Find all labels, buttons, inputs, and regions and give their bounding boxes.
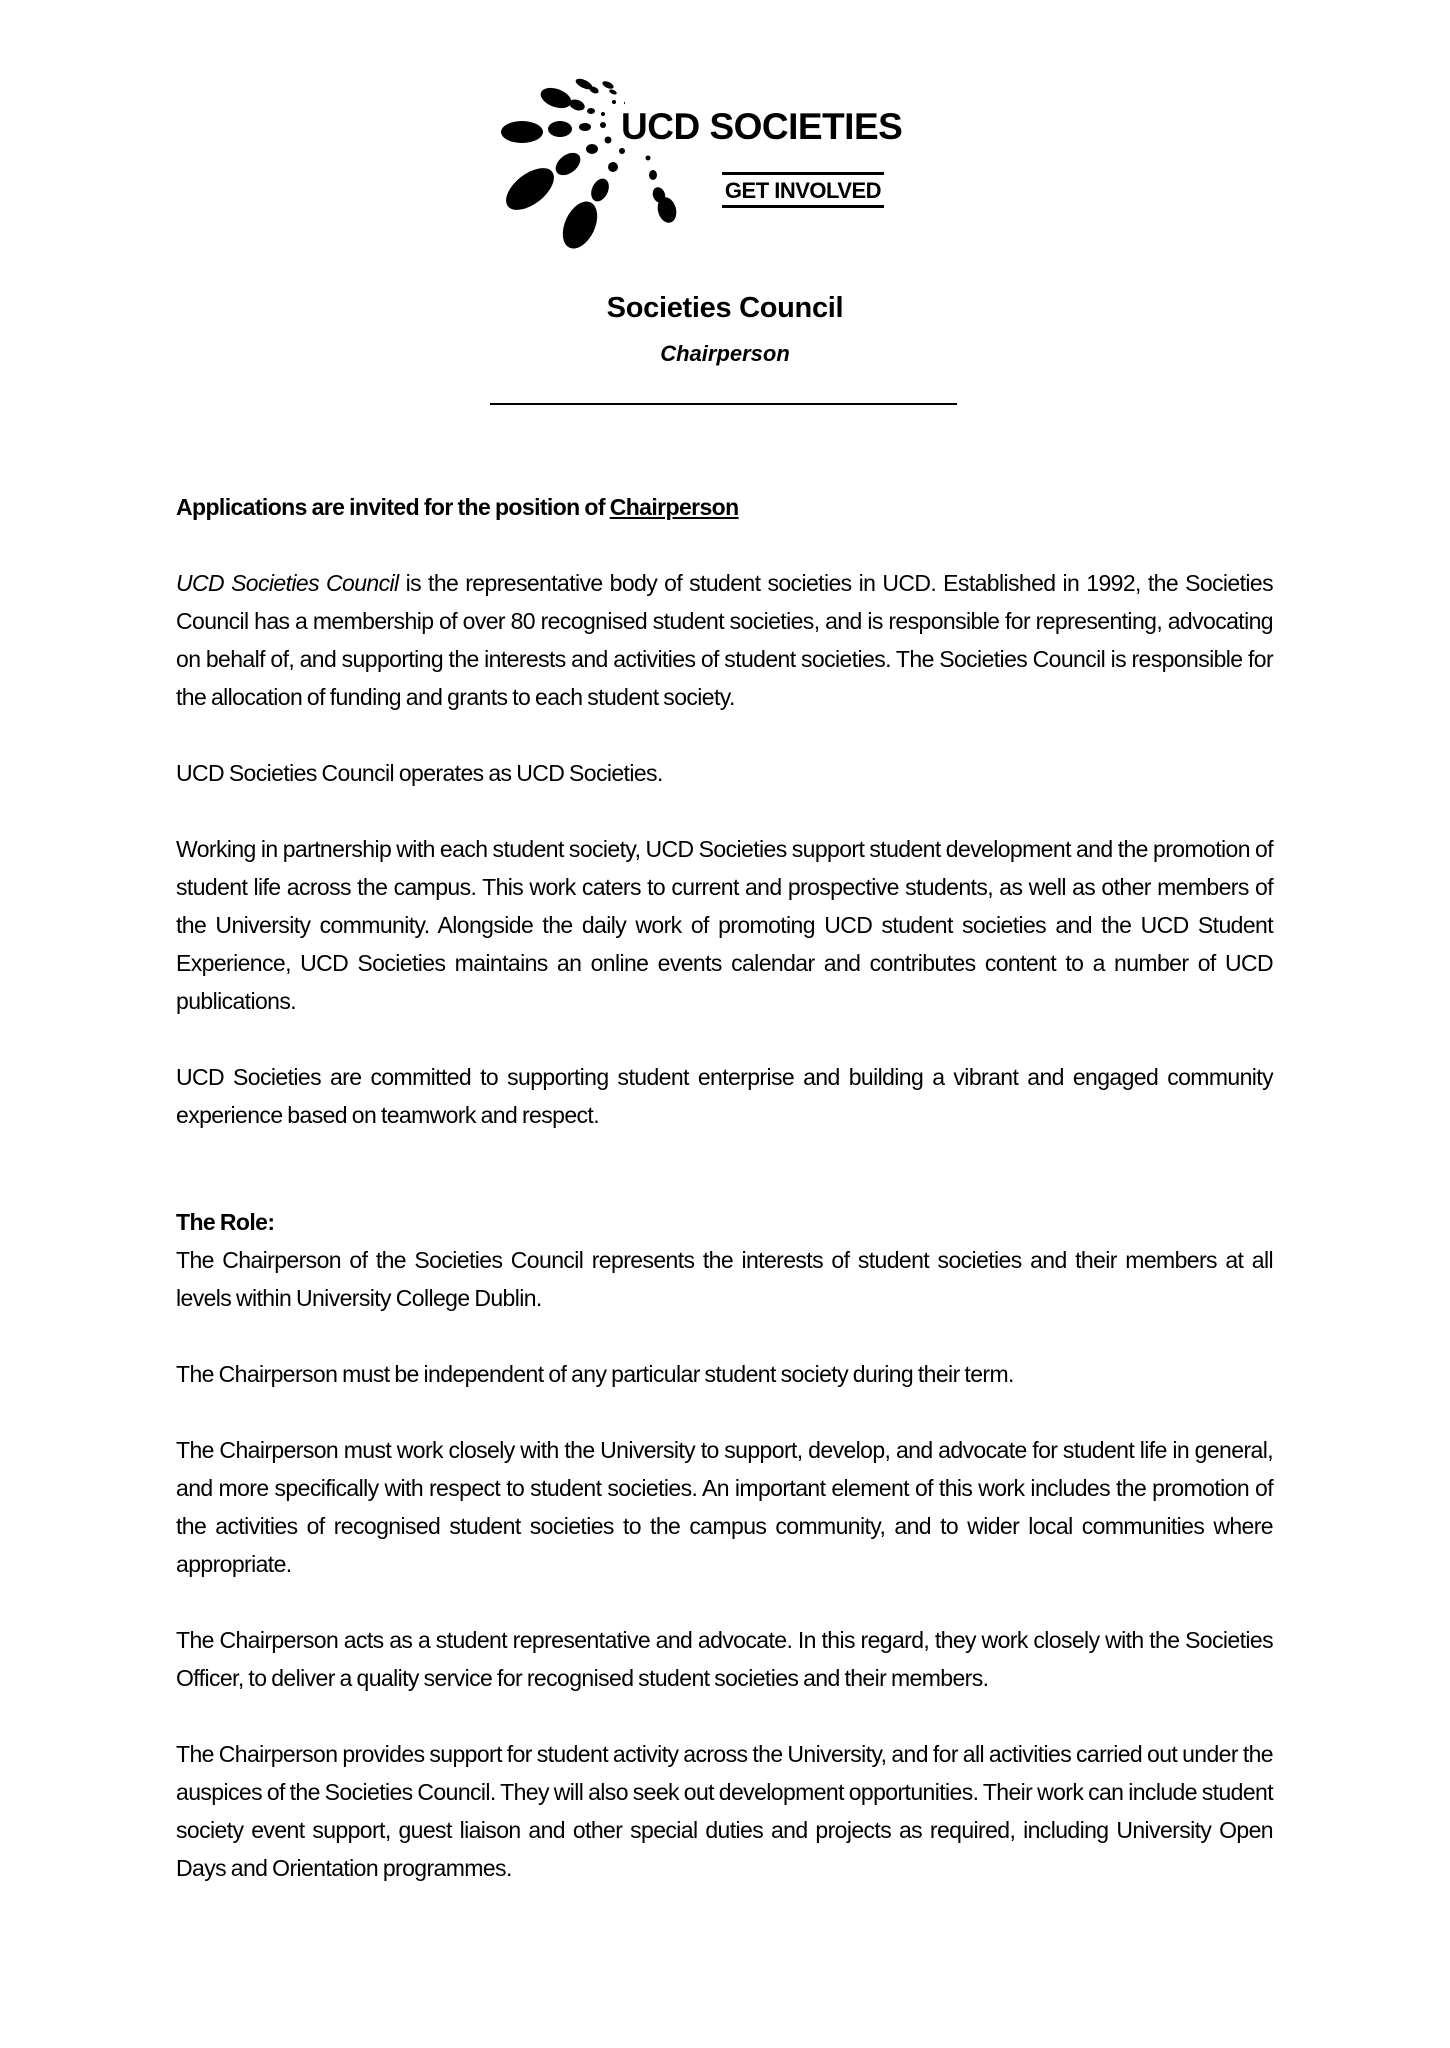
document-body [176, 488, 1273, 1887]
about-paragraph-3: Working in partnership with each student society, UCD Societies support student development and the promotion of student life across the campus. This work caters to current and prospective students, as well as other members of the University community. Alongside the daily work of promoting UCD student societies and the UCD Student Experience, UCD Societies maintains an online events calendar and contributes content to a number of UCD publications. [176, 836, 1273, 1014]
council-name: UCD Societies Council [176, 570, 399, 596]
about-paragraph-1-text: is the representative body of student societies in UCD. Established in 1992, the Societies Council has a membership of over 80 recognised student societies, and is responsible for representing, advocating on behalf of, and supporting the interests and activities of student societies. The Societies Council is responsible for the allocation of funding and grants to each student society. [176, 570, 1273, 710]
role-heading: The Role: [176, 1209, 275, 1235]
applications-invite [176, 488, 1273, 526]
title-divider [490, 403, 957, 405]
ucd-societies-logo [500, 70, 920, 260]
invite-lead: Applications are invited for the position of [176, 494, 610, 520]
position-name: Chairperson [609, 494, 739, 520]
logo-tagline: GET INVOLVED [722, 172, 884, 208]
about-paragraph-1 [176, 564, 1273, 716]
role-paragraph-5: The Chairperson provides support for student activity across the University, and for all activities carried out under the auspices of the Societies Council. They will also seek out development opportunities. Their work can include student society event support, guest liaison and other special duties and projects as required, including University Open Days and Orientation programmes. [176, 1741, 1273, 1881]
role-paragraph-3: The Chairperson must work closely with the University to support, develop, and advocate for student life in general, and more specifically with respect to student societies. An important element of this work includes the promotion of the activities of recognised student societies to the campus community, and to wider local communities where appropriate. [176, 1437, 1273, 1577]
about-paragraph-2: UCD Societies Council operates as UCD Societies. [176, 760, 663, 786]
role-paragraph-4: The Chairperson acts as a student representative and advocate. In this regard, they work closely with the Societies Officer, to deliver a quality service for recognised student societies and their members. [176, 1627, 1273, 1691]
role-paragraph-1: The Chairperson of the Societies Council represents the interests of student societies and their members at all levels within University College Dublin. [176, 1247, 1273, 1311]
page-title: Societies Council [606, 292, 844, 324]
about-paragraph-4: UCD Societies are committed to supporting student enterprise and building a vibrant and engaged community experience based on teamwork and respect. [176, 1064, 1273, 1128]
dotted-burst-icon [500, 70, 625, 260]
burst-right-ray-icon [645, 155, 705, 235]
logo-title: UCD SOCIETIES [621, 106, 903, 147]
role-paragraph-2: The Chairperson must be independent of any particular student society during their term. [176, 1361, 1014, 1387]
page-subtitle: Chairperson [660, 341, 790, 366]
